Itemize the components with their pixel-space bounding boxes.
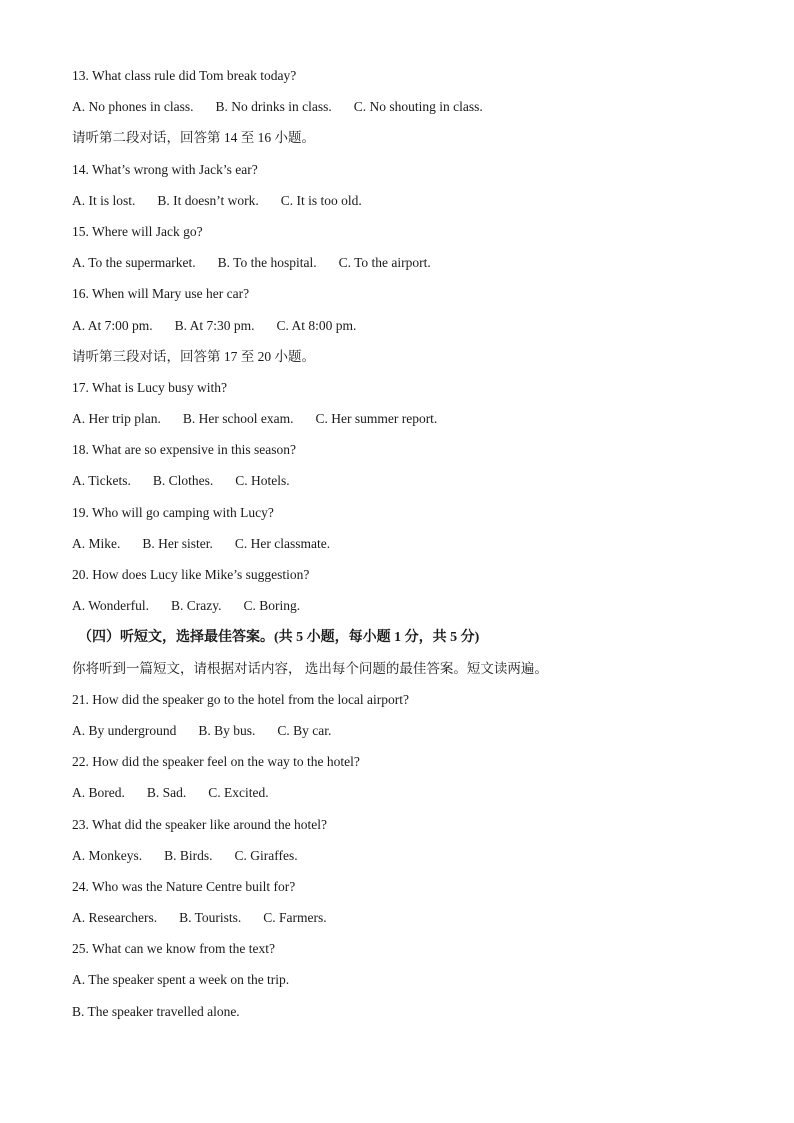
answer-options (72, 906, 752, 937)
question-line (72, 875, 752, 906)
answer-option: B. Her school exam. (182, 411, 294, 427)
instruction-text: 请听第二段对话，回答第 14 至 16 小题。 (72, 130, 315, 146)
answer-option: B. No drinks in class. (215, 99, 332, 115)
instruction-line (72, 657, 752, 688)
answer-options (72, 407, 752, 438)
instruction-line (72, 126, 752, 157)
answer-option: A. Mike. (72, 535, 121, 551)
answer-option: A. Researchers. (72, 910, 158, 926)
question-text: A. The speaker spent a week on the trip. (72, 972, 290, 988)
answer-option: B. Birds. (164, 847, 213, 863)
instruction-line (72, 345, 752, 376)
question-text: 25. What can we know from the text? (72, 941, 275, 957)
instruction-text: 请听第三段对话，回答第 17 至 20 小题。 (72, 348, 315, 364)
question-line (72, 1000, 752, 1031)
question-line (72, 438, 752, 469)
answer-option: C. Her classmate. (234, 535, 331, 551)
answer-option: B. Her sister. (142, 535, 213, 551)
question-line (72, 968, 752, 999)
answer-option: B. By bus. (198, 722, 256, 738)
answer-option: C. It is too old. (280, 192, 362, 208)
question-line (72, 501, 752, 532)
answer-option: A. Wonderful. (72, 598, 150, 614)
question-line (72, 158, 752, 189)
question-line (72, 688, 752, 719)
answer-option: B. It doesn’t work. (157, 192, 259, 208)
answer-option: A. At 7:00 pm. (72, 317, 153, 333)
question-text: 19. Who will go camping with Lucy? (72, 504, 274, 520)
question-text: 13. What class rule did Tom break today? (72, 68, 297, 83)
question-text: 14. What’s wrong with Jack’s ear? (72, 161, 258, 177)
question-line (72, 64, 752, 95)
answer-option: C. Excited. (208, 785, 269, 801)
question-text: 23. What did the speaker like around the hotel? (72, 816, 328, 832)
question-line (72, 937, 752, 968)
instruction-text: 你将听到一篇短文，请根据对话内容， 选出每个问题的最佳答案。短文读两遍。 (72, 660, 548, 676)
answer-option: A. Bored. (72, 785, 125, 801)
answer-options (72, 844, 752, 875)
answer-option: A. Monkeys. (72, 847, 143, 863)
answer-option: A. No phones in class. (72, 99, 194, 115)
answer-options (72, 594, 752, 625)
question-text: 21. How did the speaker go to the hotel from the local airport? (72, 691, 410, 707)
answer-option: C. To the airport. (338, 255, 431, 271)
question-text: 15. Where will Jack go? (72, 223, 203, 239)
question-line (72, 750, 752, 781)
section-heading (72, 625, 752, 656)
answer-options (72, 95, 752, 126)
question-text: 16. When will Mary use her car? (72, 286, 250, 302)
answer-option: C. Hotels. (235, 473, 290, 489)
question-line (72, 813, 752, 844)
answer-options (72, 781, 752, 812)
question-line (72, 376, 752, 407)
question-text: 17. What is Lucy busy with? (72, 379, 227, 395)
answer-option: B. Sad. (146, 785, 187, 801)
answer-option: A. It is lost. (72, 192, 136, 208)
answer-option: A. By underground (72, 722, 177, 738)
answer-option: A. Her trip plan. (72, 411, 161, 427)
answer-options (72, 314, 752, 345)
question-text: B. The speaker travelled alone. (72, 1003, 240, 1019)
answer-option: B. Clothes. (152, 473, 214, 489)
answer-options (72, 469, 752, 500)
answer-option: C. Boring. (243, 598, 301, 614)
answer-option: C. Farmers. (263, 910, 327, 926)
question-text: 22. How did the speaker feel on the way to the hotel? (72, 754, 360, 770)
answer-option: A. Tickets. (72, 473, 131, 489)
answer-option: A. To the supermarket. (72, 255, 196, 271)
question-text: 20. How does Lucy like Mike’s suggestion? (72, 567, 310, 582)
question-line (72, 563, 752, 594)
answer-options (72, 251, 752, 282)
answer-options (72, 719, 752, 750)
answer-options (72, 189, 752, 220)
answer-option: C. By car. (277, 722, 332, 738)
answer-option: B. Crazy. (171, 598, 222, 614)
answer-option: C. Giraffes. (234, 847, 298, 863)
answer-option: C. Her summer report. (315, 411, 438, 427)
answer-option: B. Tourists. (179, 910, 242, 926)
question-text: 24. Who was the Nature Centre built for? (72, 878, 296, 894)
answer-option: C. No shouting in class. (353, 99, 483, 115)
answer-option: C. At 8:00 pm. (276, 317, 357, 333)
question-text: 18. What are so expensive in this season? (72, 442, 296, 458)
question-line (72, 282, 752, 313)
question-line (72, 220, 752, 251)
answer-option: B. At 7:30 pm. (174, 317, 255, 333)
answer-options (72, 532, 752, 563)
answer-option: B. To the hospital. (217, 255, 317, 271)
exam-page (72, 64, 752, 1031)
section-heading-text: （四）听短文，选择最佳答案。(共 5 小题，每小题 1 分，共 5 分) (78, 630, 480, 646)
